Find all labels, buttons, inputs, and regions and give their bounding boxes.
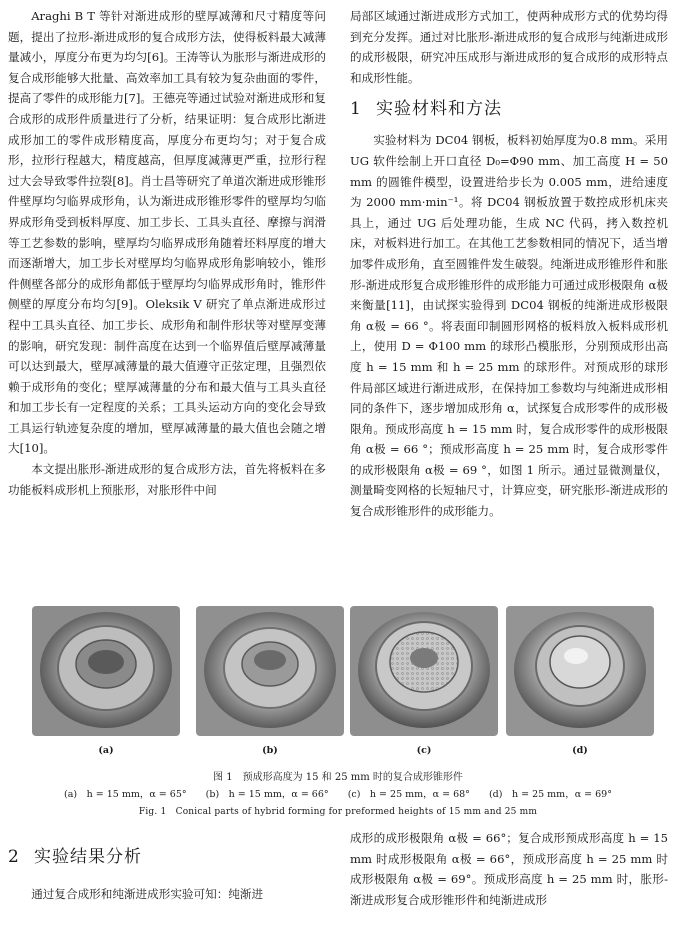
photo-a bbox=[32, 606, 180, 736]
conical-part-photo-a bbox=[32, 606, 180, 736]
paragraph-proposed-method: 本文提出胀形-渐进成形的复合成形方法，首先将板料在多功能板料成形机上预胀形，对胀形件中间 bbox=[8, 462, 326, 497]
paragraph-continuation: 局部区域通过渐进成形方式加工，使两种成形方式的优势均得到充分发挥。通过对比胀形-渐进成形的复合成形与纯渐进成形的成形极限，研究冲压成形与渐进成形的复合成形的成形特点和成形性能。 bbox=[350, 9, 668, 85]
paragraph-materials-methods: 实验材料为 DC04 钢板，板料初始厚度为0.8 mm。采用 UG 软件绘制上开口直径 D₀=Φ90 mm、加工高度 H = 50 mm 的圆锥件模型，设置进给步长为 0.005 mm，进给速度为 2000 mm·min⁻¹。将 DC04 钢板放置于数控成形机床夹具上，通过 UG 后处理功能，生成 NC 代码，拷入数控机床，对板料进行加工。在其他工艺参数相同的情况下，适当增加零件成形角，直至圆锥件发生破裂。纯渐进成形锥形件和胀形-渐进成形复合成形锥形件的成形能力可通过成形极限角 α极 来衡量[11]，由试探实验得到 DC04 钢板的纯渐进成形极限角 α极 = 66 °。将表面印制圆形网格的板料放入板料成形机上，使用 D = Φ100 mm 的球形凸模胀形，分别预成形出高度 h = 15 mm 和 h = 25 mm 的球形件。对预成形的球形件局部区域进行渐进成形，在保持加工参数均与纯渐进成形相同的条件下，逐步增加成形角 α，试探复合成形零件的成形极限角。预成形高度 h = 15 mm 时，复合成形零件的成形极限角 α极 = 66 °；预成形高度 h = 25 mm 时，复合成形零件的成形极限角 α极 = 69 °，如图 1 所示。通过显微测量仪，测量畸变网格的长短轴尺寸，计算应变，研究胀形-渐进成形的复合成形锥形件的成形能力。 bbox=[350, 133, 668, 519]
section-2-title: 实验结果分析 bbox=[34, 847, 142, 867]
conical-part-photo-b bbox=[196, 606, 344, 736]
subfigure-label-a: (a) bbox=[98, 745, 114, 756]
photo-c bbox=[350, 606, 498, 736]
caption-item-b: (b) h = 15 mm，α = 66° bbox=[205, 789, 329, 800]
section-2-heading bbox=[8, 846, 326, 868]
section-2-number: 2 bbox=[8, 847, 20, 867]
paragraph-results-continued: 成形的成形极限角 α极 = 66°；复合成形预成形高度 h = 15 mm 时成形极限角 α极 = 66°，预成形高度 h = 25 mm 时成形极限角 α极 = 69°。预成形高度 h = 25 mm 时，胀形-渐进成形复合成形锥形件和纯渐进成形 bbox=[350, 831, 668, 907]
subfigure-label-c: (c) bbox=[416, 745, 432, 756]
section-1-number: 1 bbox=[350, 99, 362, 120]
subfigure-label-b: (b) bbox=[262, 745, 278, 756]
caption-item-c: (c) h = 25 mm，α = 68° bbox=[347, 789, 470, 800]
photo-d bbox=[506, 606, 654, 736]
conical-part-photo-d bbox=[506, 606, 654, 736]
conical-part-photo-c bbox=[350, 606, 498, 736]
figure-caption-items bbox=[0, 786, 676, 800]
caption-item-d: (d) h = 25 mm，α = 69° bbox=[488, 789, 612, 800]
figure-caption-en: Fig. 1 Conical parts of hybrid forming for preformed heights of 15 mm and 25 mm bbox=[138, 807, 538, 817]
section-1-title: 实验材料和方法 bbox=[376, 99, 502, 120]
subfigure-label-d: (d) bbox=[572, 745, 588, 756]
left-text-column bbox=[8, 6, 326, 500]
figure-1 bbox=[0, 606, 676, 826]
section-2-block bbox=[8, 846, 326, 905]
right-text-column bbox=[350, 6, 668, 522]
figure-caption-zh: 图 1 预成形高度为 15 和 25 mm 时的复合成形锥形件 bbox=[213, 772, 463, 783]
paragraph-literature-review: Araghi B T 等针对渐进成形的壁厚减薄和尺寸精度等问题，提出了拉形-渐进成形的复合成形方法，使得板料最大减薄量减小，厚度分布更为均匀[6]。王涛等认为胀形与渐进成形的复合成形能够大批量、高效率加工具有较为复杂曲面的零件，提高了零件的成形能力[7]。王德亮等通过试验对渐进成形和复合成形的成形件质量进行了分析，结果证明：复合成形比渐进成形加工的零件成形精度高，厚度分布更均匀；对于复合成形，拉形行程越大，精度越高，但厚度减薄更严重，拉形行程过大会导致零件拉裂[8]。肖士昌等研究了单道次渐进成形锥形件壁厚均匀临界成形角，认为渐进成形锥形零件的壁厚均匀临界成形角受到板料厚度、加工步长、工具头直径、摩擦与润滑等工艺参数的影响，壁厚均匀临界成形角随着坯料厚度的增大而逐渐增大，加工步长对壁厚均匀临界成形角影响较小，锥形件侧壁各部分的成形角都低于壁厚均匀临界成形角时，锥形件侧壁的厚度分布均匀[9]。Oleksik V 研究了单点渐进成形过程中工具头直径、加工步长、成形角和制件形状等对壁厚变薄的影响，研究发现：制件高度在达到一个临界值后壁厚减薄量可以达到最大，壁厚减薄量的最大值遵守正弦定理，且强烈依赖于成形角的变化；壁厚减薄量的分布和最大值与工具头直径和加工步长有一定程度的关系；工具头运动方向的变化会导致工具运行轨迹复杂度的增加，壁厚减薄量的最大值也会随之增大[10]。 bbox=[8, 9, 326, 456]
caption-item-a: (a) h = 15 mm，α = 65° bbox=[64, 789, 187, 800]
paragraph-results-intro: 通过复合成形和纯渐进成形实验可知：纯渐进 bbox=[31, 887, 264, 901]
bottom-right-text bbox=[350, 828, 668, 910]
section-1-heading bbox=[350, 98, 668, 120]
photo-b bbox=[196, 606, 344, 736]
